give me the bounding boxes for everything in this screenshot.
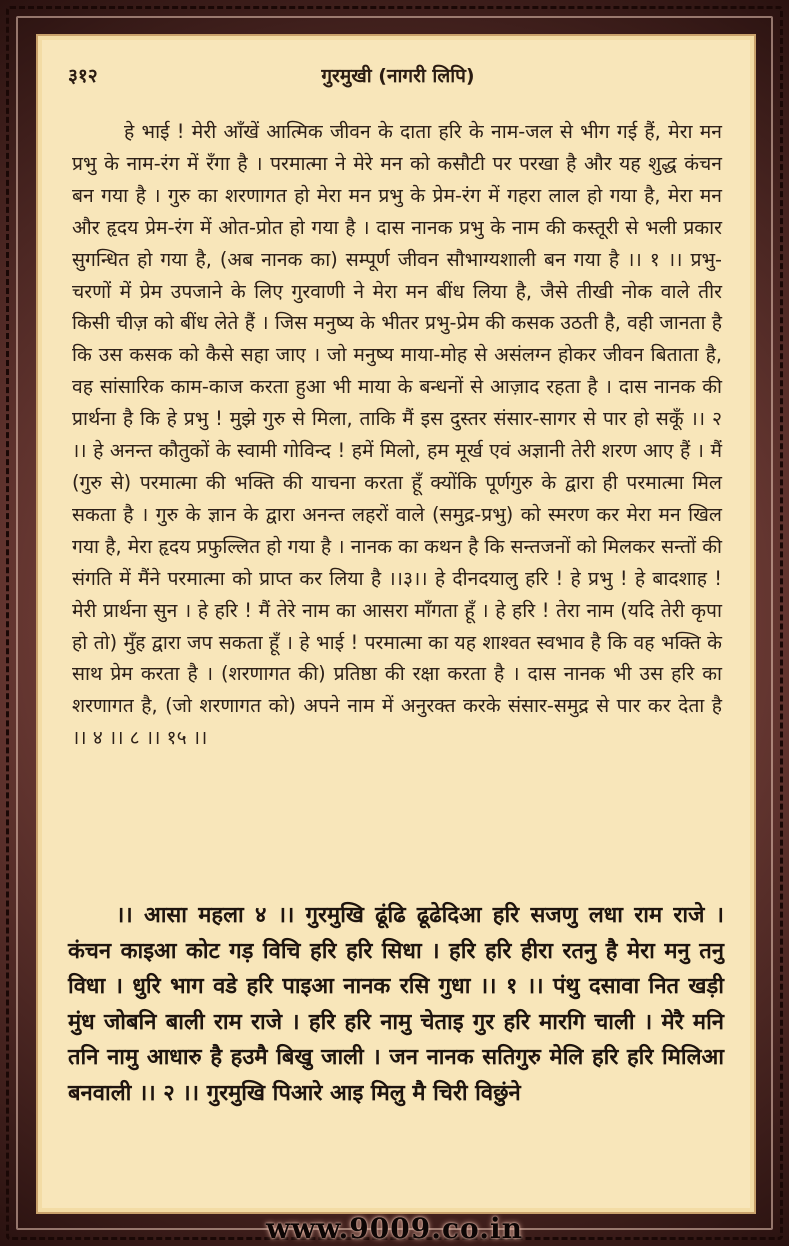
page-number: ३१२ xyxy=(68,65,98,87)
translation-text xyxy=(72,116,722,754)
running-title: गुरमुखी (नागरी लिपि) xyxy=(321,65,475,87)
book-page xyxy=(36,34,756,1214)
page-header xyxy=(68,62,728,92)
hymn-text xyxy=(68,898,724,1112)
website-url: www.9009.co.in xyxy=(266,1212,523,1245)
hymn-paragraph: ।। आसा महला ४ ।। गुरमुखि ढूंढि ढूढेदिआ हरि सजणु लधा राम राजे । कंचन काइआ कोट गड़ विचि हरि हरि सिधा । हरि हरि हीरा रतनु है मेरा मनु तनु विधा । धुरि भाग वडे हरि पाइआ नानक रसि गुधा ।। १ ।। पंथु दसावा नित खड़ी मुंध जोबनि बाली राम राजे । हरि हरि नामु चेताइ गुर हरि मारगि चाली । मेरै मनि तनि नामु आधारु है हउमै बिखु जाली । जन नानक सतिगुरु मेलि हरि हरि मिलिआ बनवाली ।। २ ।। गुरमुखि पिआरे आइ मिलु मै चिरी विछुंने xyxy=(68,903,724,1106)
translation-paragraph: हे भाई ! मेरी आँखें आत्मिक जीवन के दाता हरि के नाम-जल से भीग गई हैं, मेरा मन प्रभु के नाम-रंग में रँगा है । परमात्मा ने मेरे मन को कसौटी पर परखा है और यह शुद्ध कंचन बन गया है । गुरु का शरणागत हो मेरा मन प्रभु के प्रेम-रंग में गहरा लाल हो गया है, मेरा मन और हृदय प्रेम-रंग में ओत-प्रोत हो गया है । दास नानक प्रभु के नाम की कस्तूरी से भली प्रकार सुगन्धित हो गया है, (अब नानक का) सम्पूर्ण जीवन सौभाग्यशाली बन गया है ।। १ ।। प्रभु-चरणों में प्रेम उपजाने के लिए गुरवाणी ने मेरा मन बींध लिया है, जैसे तीखी नोक वाले तीर किसी चीज़ को बींध लेते हैं । जिस मनुष्य के भीतर प्रभु-प्रेम की कसक उठती है, वही जानता है कि उस कसक को कैसे सहा जाए । जो मनुष्य माया-मोह से असंलग्न होकर जीवन बिताता है, वह सांसारिक काम-काज करता हुआ भी माया के बन्धनों से आज़ाद रहता है । दास नानक की प्रार्थना है कि हे प्रभु ! मुझे गुरु से मिला, ताकि मैं इस दुस्तर संसार-सागर से पार हो सकूँ ।। २ ।। हे अनन्त कौतुकों के स्वामी गोविन्द ! हमें मिलो, हम मूर्ख एवं अज्ञानी तेरी शरण आए हैं । मैं (गुरु से) परमात्मा की भक्ति की याचना करता हूँ क्योंकि पूर्णगुरु के द्वारा ही परमात्मा मिल सकता है । गुरु के ज्ञान के द्वारा अनन्त लहरों वाले (समुद्र-प्रभु) को स्मरण कर मेरा मन खिल गया है, मेरा हृदय प्रफुल्लित हो गया है । नानक का कथन है कि सन्तजनों को मिलकर सन्तों की संगति में मैंने परमात्मा को प्राप्त कर लिया है ।।३।। हे दीनदयालु हरि ! हे प्रभु ! हे बादशाह ! मेरी प्रार्थना सुन । हे हरि ! मैं तेरे नाम का आसरा माँगता हूँ । हे हरि ! तेरा नाम (यदि तेरी कृपा हो तो) मुँह द्वारा जप सकता हूँ । हे भाई ! परमात्मा का यह शाश्वत स्वभाव है कि वह भक्ति के साथ प्रेम करता है । (शरणागत की) प्रतिष्ठा की रक्षा करता है । दास नानक भी उस हरि का शरणागत है, (जो शरणागत को) अपने नाम में अनुरक्त करके संसार-समुद्र से पार कर देता है ।। ४ ।। ८ ।। १५ ।। xyxy=(72,120,722,750)
